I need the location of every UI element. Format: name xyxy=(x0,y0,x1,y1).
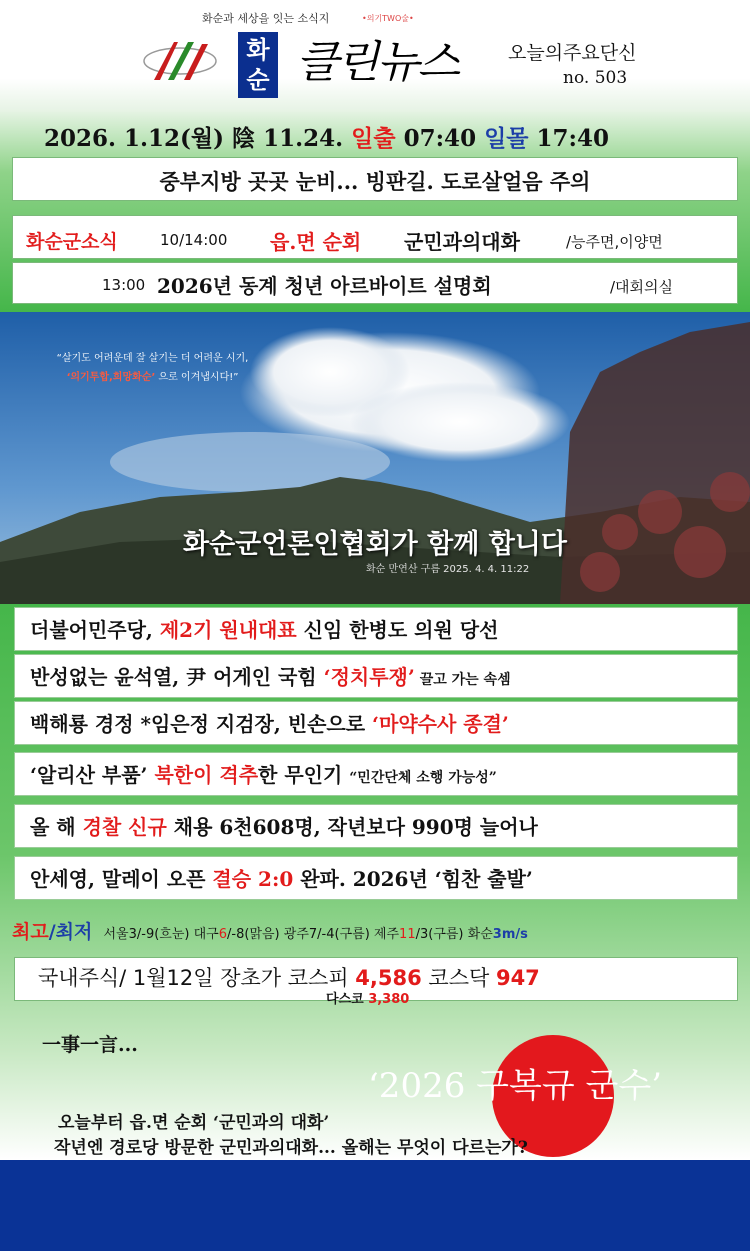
column-line-1: 오늘부터 읍.면 순회 ‘군민과의 대화’ xyxy=(58,1113,330,1133)
news-highlight: 북한이 격추 xyxy=(154,763,259,787)
logo-hwa: 화 xyxy=(246,36,270,64)
column-label: 一事一言... xyxy=(42,1034,138,1056)
county-news-1-time: 10/14:00 xyxy=(160,231,228,249)
logo-script: 클린뉴스 xyxy=(296,37,459,88)
photo-quote-line-2 xyxy=(10,368,295,383)
news-text: ‘알리산 부품’ xyxy=(30,763,155,787)
news-item xyxy=(30,759,497,788)
logo-sun: 순 xyxy=(246,66,270,94)
logo-mark-icon xyxy=(140,36,220,86)
dascom-value: 3,380 xyxy=(368,992,410,1007)
weather-jeju-high: 11 xyxy=(399,927,416,942)
news-text: “민간단체 소행 가능성” xyxy=(349,770,497,786)
stock-line xyxy=(38,962,540,992)
kosdaq-label: 코스닥 xyxy=(421,966,496,990)
logo-box xyxy=(238,32,278,98)
lunar-label: 陰 xyxy=(232,125,256,152)
stock-prefix: 국내주식/ 1월12일 장초가 코스피 xyxy=(38,966,356,990)
county-news-1-title: 읍.면 순회 xyxy=(270,230,362,254)
column-title xyxy=(368,1058,662,1107)
news-text: 채용 6천608명, 작년보다 990명 늘어나 xyxy=(166,815,538,839)
lunar-date: 11.24. xyxy=(263,125,344,152)
news-item xyxy=(30,863,533,892)
news-text: 완파. 2026년 ‘힘찬 출발’ xyxy=(293,867,533,891)
news-item xyxy=(30,614,498,643)
weather-values xyxy=(103,927,527,942)
news-text: 더불어민주당, xyxy=(30,618,160,642)
column-title-suffix: 군수’ xyxy=(574,1066,663,1106)
date: 2026. 1.12(월) xyxy=(44,125,225,152)
photo-caption: 화순 만연산 구름 2025. 4. 4. 11:22 xyxy=(366,564,530,575)
kospi-value: 4,586 xyxy=(355,966,422,990)
tagline-sub: •의기TWO술• xyxy=(362,14,414,23)
photo-quote-highlight: ‘의기투합,희망화순’ xyxy=(66,372,156,383)
weather-jeju-label: 제주 xyxy=(373,927,400,942)
column-title-name: 구복규 xyxy=(476,1066,575,1106)
news-text: 백해룡 경정 *임은정 지검장, 빈손으로 xyxy=(30,712,373,736)
sunrise-time: 07:40 xyxy=(403,125,477,152)
weather-jeju-rest: /3(구름) xyxy=(415,927,464,942)
weather-label-high: 최고 xyxy=(12,921,49,943)
column-title-year: ‘2026 xyxy=(368,1066,477,1106)
news-text: 한 무인기 xyxy=(258,763,350,787)
issue-number: no. 503 xyxy=(563,68,628,88)
dascom-line xyxy=(326,988,409,1007)
news-text: 끌고 가는 속셈 xyxy=(414,672,511,688)
photo-quote-rest: 으로 이겨냅시다!” xyxy=(155,372,239,383)
news-text: 올 해 xyxy=(30,815,83,839)
association-banner: 화순군언론인협회가 함께 합니다 xyxy=(183,529,567,560)
date-line xyxy=(44,120,609,153)
news-text: 반성없는 윤석열, 尹 어게인 국힘 xyxy=(30,665,324,689)
news-text: 신임 한병도 의원 당선 xyxy=(296,618,499,642)
weather-daegu-label: 대구 xyxy=(193,927,219,942)
news-item xyxy=(30,811,538,840)
tagline: 화순과 세상을 잇는 소식지 xyxy=(202,12,330,25)
news-highlight: 제2기 원내대표 xyxy=(159,618,297,642)
weather-label-slash: / xyxy=(48,921,56,943)
weather-hwasun-wind: 3m/s xyxy=(492,927,528,942)
photo-quote-line-1: “살기도 어려운데 잘 살기는 더 어려운 시기, xyxy=(56,353,249,364)
weather-daegu-rest: /-8(맑음) xyxy=(227,927,280,942)
weather-line xyxy=(12,917,528,944)
dascom-label: 다스코 xyxy=(326,992,369,1007)
county-news-label: 화순군소식 xyxy=(26,231,118,253)
news-highlight: ‘정치투쟁’ xyxy=(323,665,415,689)
county-news-2-title: 2026년 동계 청년 아르바이트 설명회 xyxy=(157,274,492,298)
sunset-label: 일몰 xyxy=(484,125,529,152)
weather-gwangju: 광주7/-4(구름) xyxy=(283,927,370,942)
sunrise-label: 일출 xyxy=(351,125,396,152)
sunset-time: 17:40 xyxy=(536,125,610,152)
footer-bar xyxy=(0,1160,750,1251)
weather-label-low: 최저 xyxy=(55,921,93,943)
news-highlight: ‘마약수사 종결’ xyxy=(372,712,509,736)
weather-label xyxy=(12,921,92,943)
weather-seoul: 서울3/-9(흐눈) xyxy=(103,927,190,942)
news-item xyxy=(30,708,509,737)
kosdaq-value: 947 xyxy=(495,966,540,990)
column-line-2: 작년엔 경로당 방문한 군민과의대화... 올해는 무엇이 다르는가? xyxy=(54,1138,528,1158)
county-news-1-subtitle: 군민과의대화 xyxy=(404,230,520,254)
weather-daegu-high: 6 xyxy=(218,927,228,942)
news-item xyxy=(30,661,511,690)
county-news-2-place: /대회의실 xyxy=(610,278,674,296)
news-highlight: 결승 2:0 xyxy=(212,867,294,891)
county-news-1-place: /능주면,이양면 xyxy=(566,233,663,251)
headline: 중부지방 곳곳 눈비... 빙판길. 도로살얼음 주의 xyxy=(159,169,591,194)
news-highlight: 경찰 신규 xyxy=(82,815,167,839)
news-text: 안세영, 말레이 오픈 xyxy=(30,867,213,891)
county-news-2-time: 13:00 xyxy=(102,276,146,294)
daily-label: 오늘의주요단신 xyxy=(508,42,637,64)
weather-hwasun-label: 화순 xyxy=(467,927,493,942)
